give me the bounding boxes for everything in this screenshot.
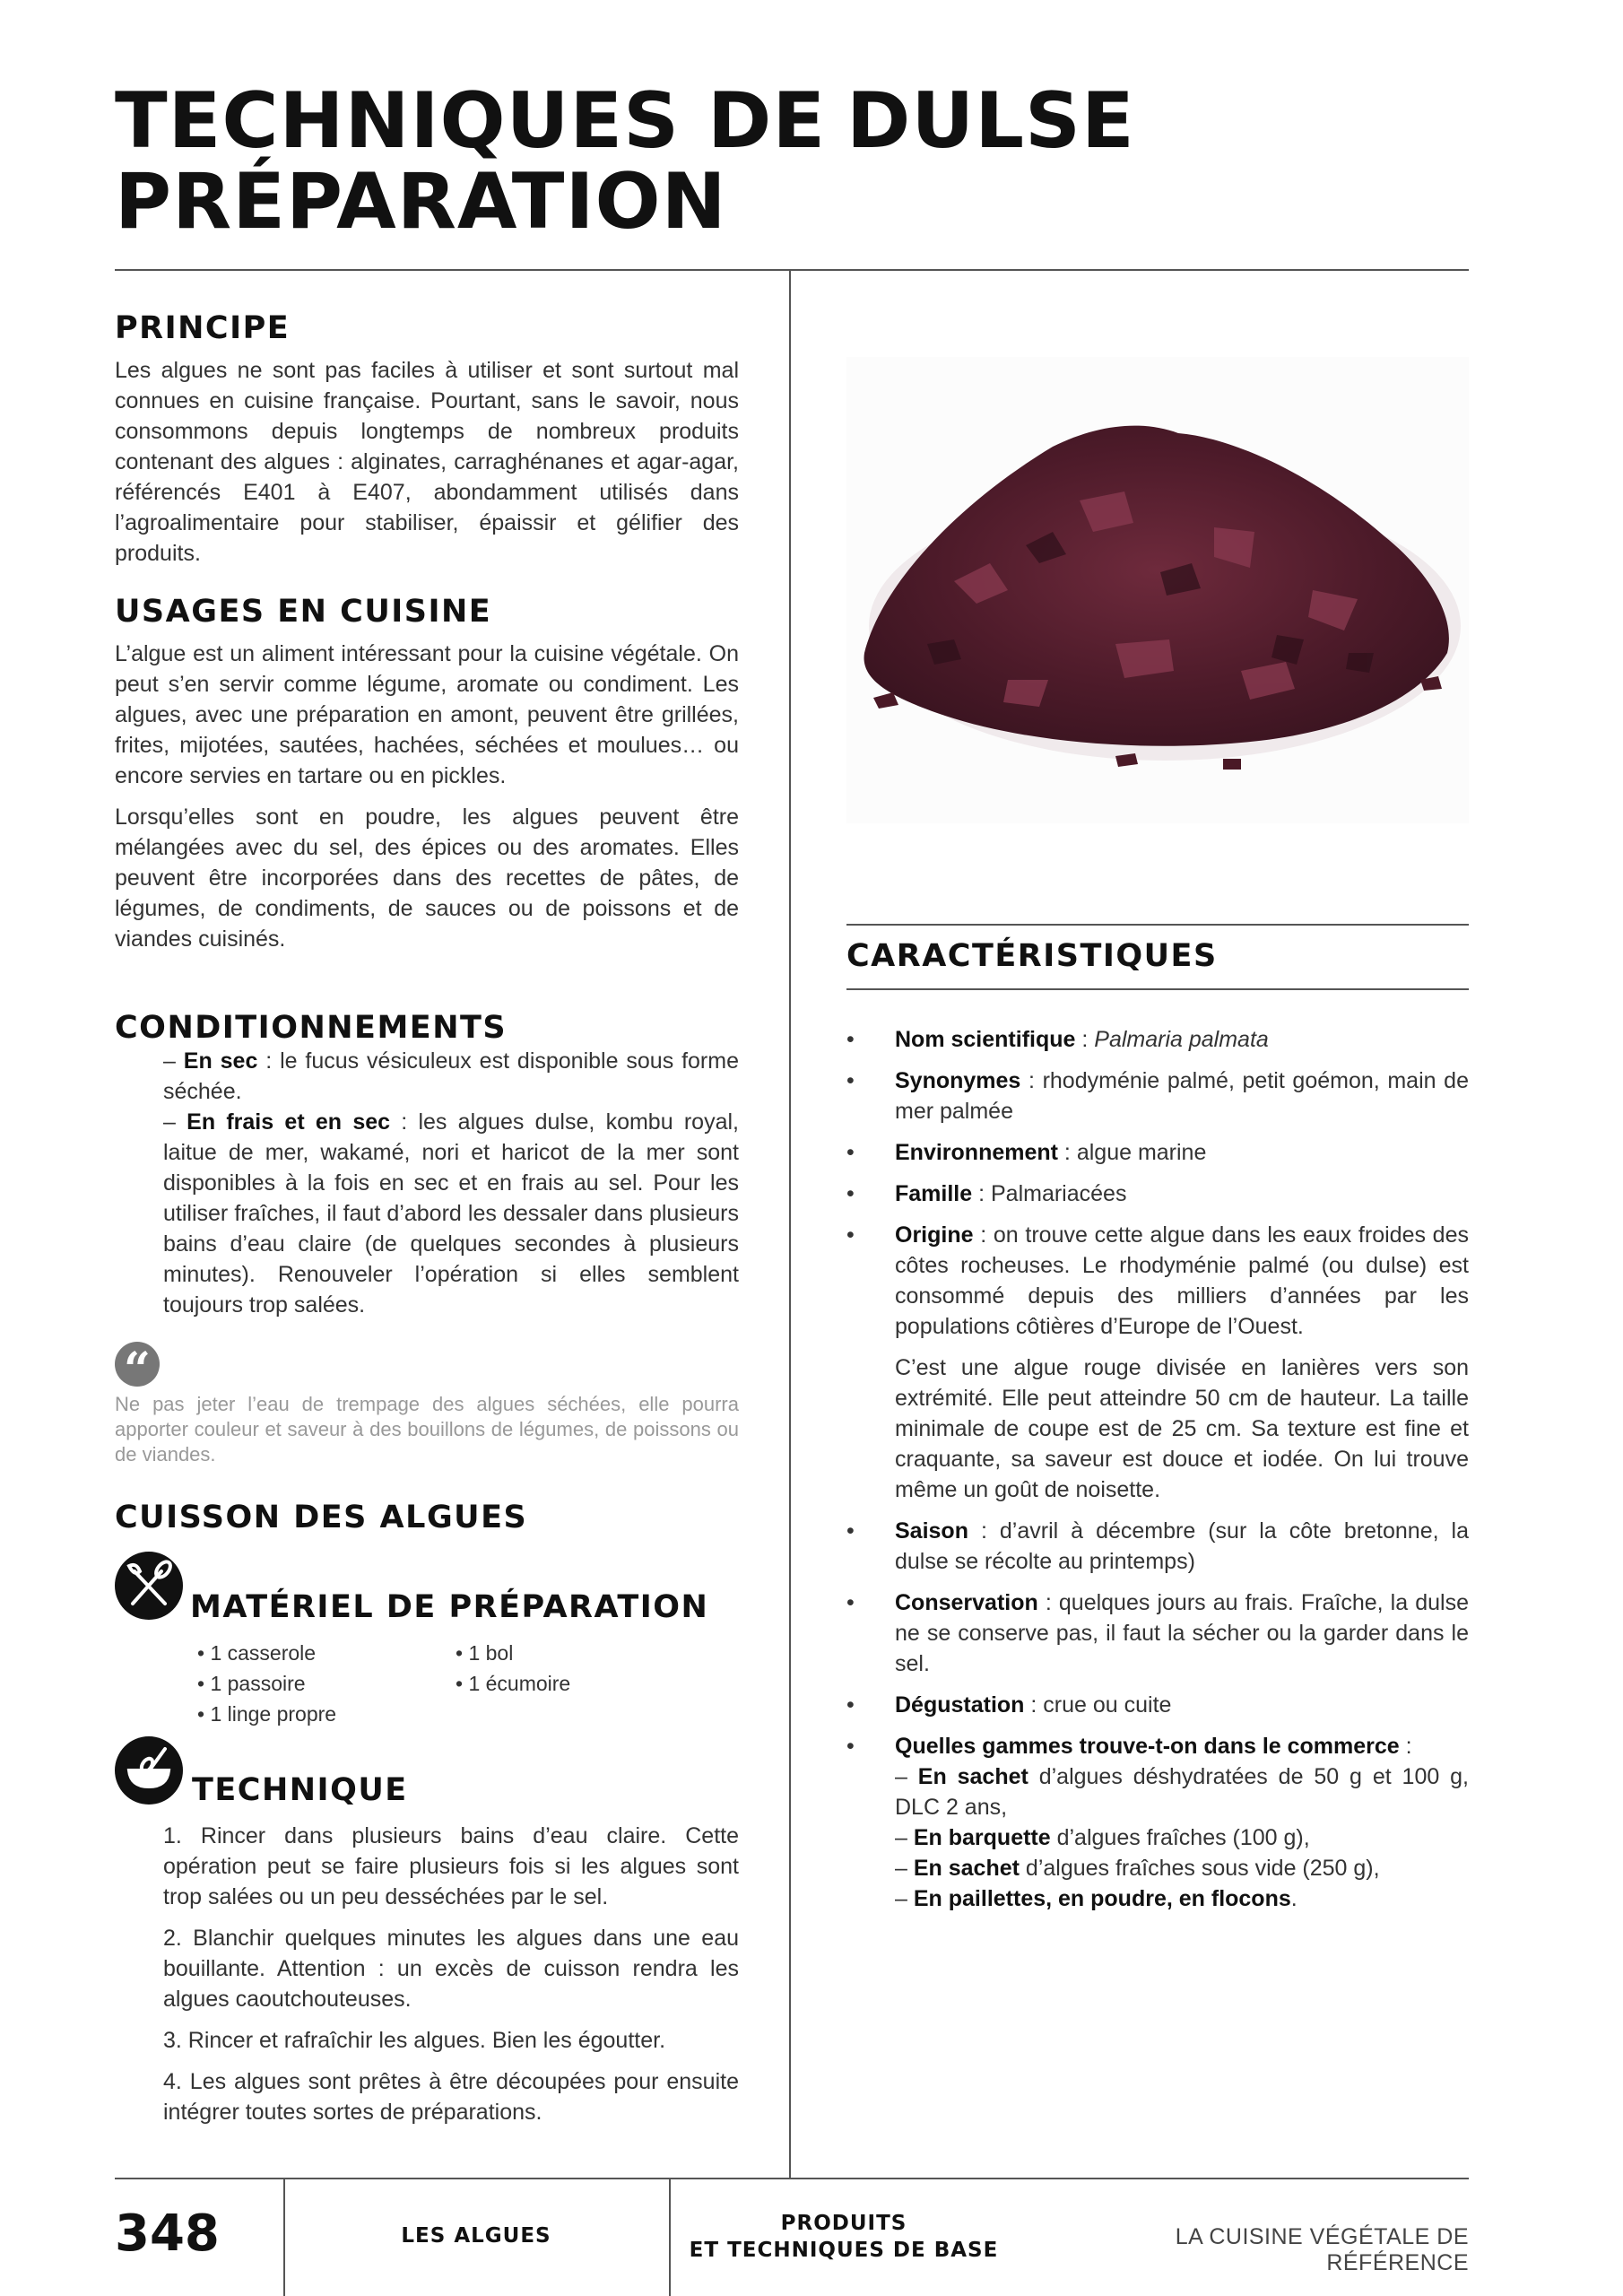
list-item: • Famille : Palmariacées: [846, 1178, 1469, 1209]
list-item: • Conservation : quelques jours au frais. Fraîche, la dulse ne se conserve pas, il faut la sécher ou la garder dans le sel.: [846, 1587, 1469, 1679]
usages-paragraph-2: Lorsqu’elles sont en poudre, les algues peuvent être mélangées avec du sel, des épices ou des aromates. Elles peuvent être incorporées dans des recettes de pâtes, de légumes, de condiments, de sauces ou de poissons et de viandes cuisinés.: [115, 804, 739, 952]
caracteristiques-bottom-rule: [846, 988, 1469, 990]
list-item: • 1 passoire: [197, 1672, 306, 1695]
conditionnement-item-frais: – En frais et en sec : les algues dulse, kombu royal, laitue de mer, wakamé, nori et haricot de la mer sont disponibles à la fois en sec et en frais au sel. Pour les utiliser fraîches, il faut d’abord les dessaler dans plusieurs bains d’eau claire (de quelques secondes à plusieurs minutes). Renouveler l’opération si elles semblent toujours trop salées.: [163, 1109, 739, 1318]
list-item: • 1 casserole: [197, 1641, 317, 1665]
gamme-item: – En barquette d’algues fraîches (100 g),: [895, 1825, 1310, 1850]
footer-rule: [115, 2178, 1469, 2179]
usages-heading: USAGES EN CUISINE: [115, 594, 492, 630]
caracteristiques-list: [846, 1024, 1469, 1925]
technique-heading: TECHNIQUE: [192, 1772, 408, 1808]
caracteristiques-heading: CARACTÉRISTIQUES: [846, 938, 1218, 974]
list-item: • Nom scientifique : Palmaria palmata: [846, 1024, 1469, 1055]
list-item: • Saison : d’avril à décembre (sur la côte bretonne, la dulse se récolte au printemps): [846, 1516, 1469, 1577]
header-divider: [115, 269, 1469, 271]
footer-section: LES ALGUES: [401, 2224, 551, 2248]
list-item: • Origine : on trouve cette algue dans les eaux froides des côtes rocheuses. Le rhodyménie palmé (ou dulse) est consommé depuis des milliers d’années par les populations côtières d’Europe de l’Ouest. C’est une algue rouge divisée en lanières vers son extrémité. Elle peut atteindre 50 cm de hauteur. La taille minimale de coupe est de 25 cm. Sa texture est fine et craquante, sa saveur est douce et iodée. On lui trouve même un goût de noisette.: [846, 1220, 1469, 1505]
conditionnements-section: [115, 1010, 739, 1320]
tip-text: Ne pas jeter l’eau de trempage des algues séchées, elle pourra apporter couleur et saveur à des bouillons de légumes, de poissons ou de viandes.: [115, 1393, 739, 1465]
technique-step: 3. Rincer et rafraîchir les algues. Bien les égoutter.: [163, 2028, 666, 2053]
materiel-list: [197, 1638, 664, 1729]
technique-steps: [163, 1821, 739, 2138]
gamme-item: – En paillettes, en poudre, en flocons.: [895, 1886, 1298, 1911]
gamme-item: – En sachet d’algues déshydratées de 50 g et 100 g, DLC 2 ans,: [895, 1764, 1469, 1820]
gamme-item: – En sachet d’algues fraîches sous vide (250 g),: [895, 1856, 1380, 1881]
cuisson-heading: CUISSON DES ALGUES: [115, 1500, 528, 1535]
conditionnement-item-sec: – En sec : le fucus vésiculeux est disponible sous forme séchée.: [163, 1048, 739, 1104]
principe-heading: PRINCIPE: [115, 310, 291, 346]
footer-chapter: PRODUITS ET TECHNIQUES DE BASE: [689, 2212, 999, 2262]
list-item: • 1 linge propre: [197, 1702, 337, 1726]
whisk-spatula-icon: [115, 1552, 183, 1620]
product-title: DULSE: [846, 76, 1135, 166]
technique-step: 1. Rincer dans plusieurs bains d’eau claire. Cette opération peut se faire plusieurs fois si les algues sont trop salées ou un peu desséchées par le sel.: [163, 1823, 739, 1909]
tip-quote: [115, 1392, 739, 1467]
quote-icon: “: [115, 1342, 160, 1387]
bowl-whisk-icon: [115, 1736, 183, 1805]
footer-book-title: LA CUISINE VÉGÉTALE DE RÉFÉRENCE: [1175, 2224, 1469, 2275]
dulse-photo: [846, 357, 1469, 823]
principe-text: Les algues ne sont pas faciles à utiliser et sont surtout mal connues en cuisine française. Pourtant, sans le savoir, nous consommons depuis longtemps de nombreux produits contenant des algues : alginates, carraghénanes et agar-agar, référencés E401 à E407, abondamment utilisés dans l’agroalimentaire pour stabiliser, épaissir et gélifier des produits.: [115, 358, 739, 566]
conditionnements-heading: CONDITIONNEMENTS: [115, 1010, 508, 1046]
materiel-heading: MATÉRIEL DE PRÉPARATION: [190, 1589, 709, 1625]
list-item: • 1 écumoire: [456, 1672, 571, 1695]
technique-step: 4. Les algues sont prêtes à être découpées pour ensuite intégrer toutes sortes de préparations.: [163, 2069, 739, 2125]
page-number: 348: [115, 2205, 220, 2263]
list-item: • Environnement : algue marine: [846, 1137, 1469, 1168]
usages-paragraph-1: L’algue est un aliment intéressant pour la cuisine végétale. On peut s’en servir comme légume, aromate ou condiment. Les algues, avec une préparation en amont, peuvent être grillées, frites, mijotées, sautées, hachées, séchées et moulues… ou encore servies en tartare ou en pickles.: [115, 641, 739, 788]
usages-section: [115, 594, 739, 954]
principe-section: [115, 310, 739, 569]
origine-description: C’est une algue rouge divisée en lanières vers son extrémité. Elle peut atteindre 50 cm de hauteur. La taille minimale de coupe est de 25 cm. Sa texture est fine et craquante, sa saveur est douce et iodée. On lui trouve même un goût de noisette.: [895, 1355, 1469, 1502]
cuisson-section: [115, 1500, 739, 1535]
technique-step: 2. Blanchir quelques minutes les algues dans une eau bouillante. Attention : un excès de cuisson rendra les algues caoutchouteuses.: [163, 1926, 739, 2012]
caracteristiques-top-rule: [846, 924, 1469, 926]
list-item: • Quelles gammes trouve-t-on dans le commerce : – En sachet d’algues déshydratées de 50 g et 100 g, DLC 2 ans, – En barquette d’algues fraîches (100 g), – En sachet d’algues fraîches sous vide (250 g), – En paillettes, en poudre, en flocons.: [846, 1731, 1469, 1914]
column-divider: [789, 269, 791, 2179]
list-item: • 1 bol: [456, 1641, 514, 1665]
page-title: TECHNIQUES DE PRÉPARATION: [115, 76, 827, 247]
list-item: • Synonymes : rhodyménie palmé, petit goémon, main de mer palmée: [846, 1065, 1469, 1126]
list-item: • Dégustation : crue ou cuite: [846, 1690, 1469, 1720]
